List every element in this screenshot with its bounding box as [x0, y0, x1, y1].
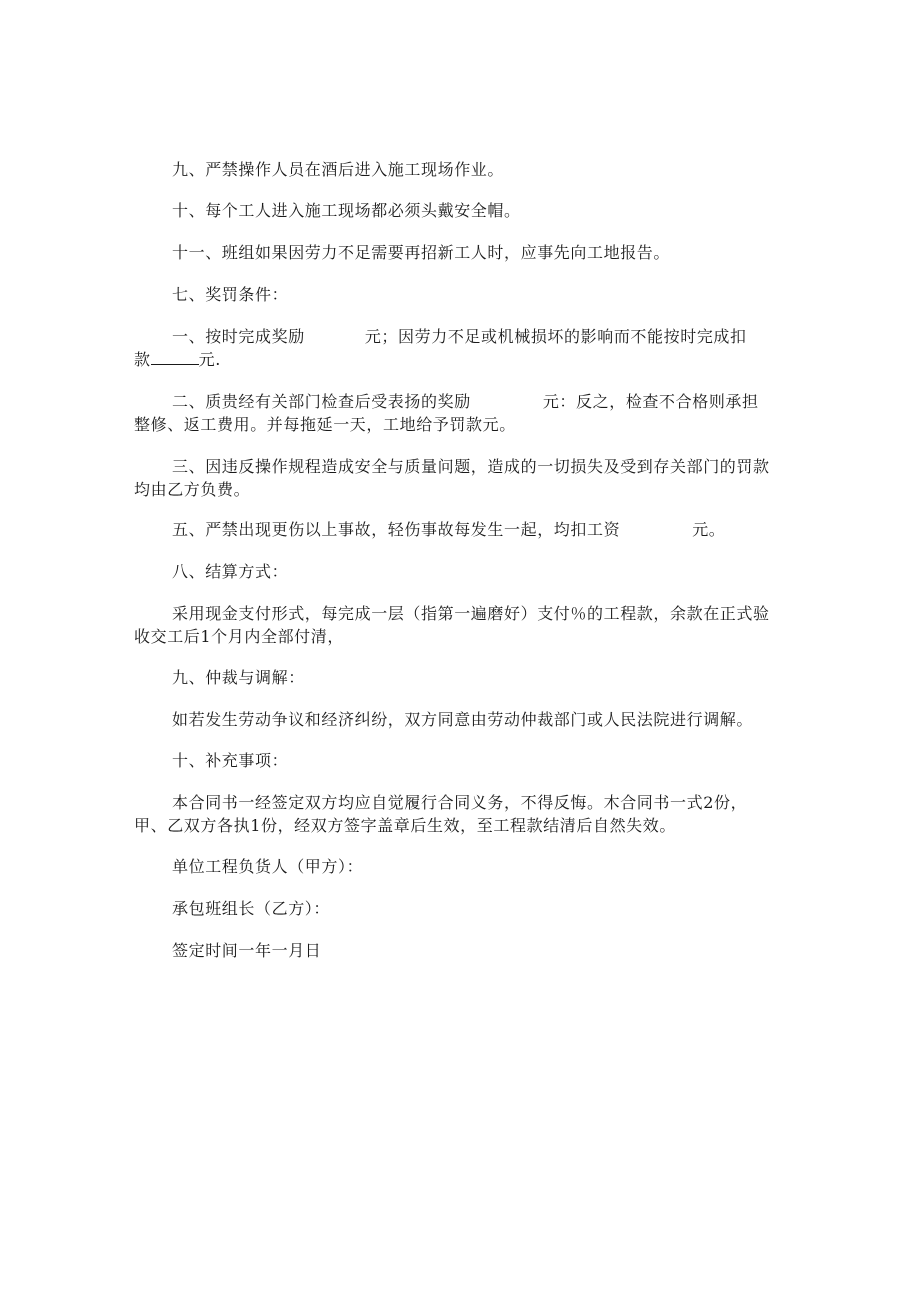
clause-text: 十、每个工人进入施工现场都必须头戴安全帽。	[172, 201, 521, 220]
clause-text: 如若发生劳动争议和经济纠纷，双方同意由劳动仲裁部门或人民法院进行调解。	[172, 710, 754, 729]
section-heading: 十、补充事项：	[172, 751, 289, 770]
settlement-line-2	[134, 627, 344, 647]
section-heading: 八、结算方式：	[172, 562, 289, 581]
supplement-line-1	[172, 793, 747, 813]
clause-text: 五、严禁出现更伤以上事故，轻伤事故每发生一起，均扣工资	[172, 520, 621, 539]
signature-label: 单位工程负货人（甲方）：	[172, 857, 364, 876]
clause-text: 元；因劳力不足或机械损坏的影响而不能按时完成扣	[364, 327, 747, 346]
date-label: 签定时间一年一月日	[172, 941, 322, 960]
section-heading: 九、仲裁与调解：	[172, 668, 305, 687]
section-7-heading	[172, 285, 288, 305]
signing-date-line	[172, 941, 321, 961]
reward-clause-5	[172, 520, 725, 540]
blank-underline	[151, 350, 199, 365]
reward-clause-3-line-1	[172, 457, 770, 477]
clause-text: 三、因违反操作规程造成安全与质量问题，造成的一切损失及受到存关部门的罚款	[172, 457, 770, 476]
reward-clause-3-line-2	[134, 480, 250, 500]
clause-text: 整修、返工费用。并每拖延一天，工地给予罚款元。	[134, 415, 516, 434]
party-b-signature-line	[172, 899, 330, 919]
clause-11-new-workers	[172, 243, 670, 263]
clause-text: 收交工后1个月内全部付清，	[134, 627, 344, 646]
supplement-line-2	[134, 816, 676, 836]
section-8-heading	[172, 562, 288, 582]
clause-text: 元.	[198, 350, 221, 369]
clause-text: 一、按时完成奖励	[172, 327, 305, 346]
clause-text: 本合同书一经签定双方均应自觉履行合同义务，不得反悔。木合同书一式2份，	[172, 793, 748, 812]
clause-text: 元。	[692, 520, 726, 539]
clause-10-helmet	[172, 201, 521, 221]
arbitration-text	[172, 710, 753, 730]
section-9-heading	[172, 668, 305, 688]
reward-clause-1-line-2	[134, 350, 221, 370]
clause-text: 十一、班组如果因劳力不足需要再招新工人时，应事先向工地报告。	[172, 243, 671, 262]
reward-clause-2-line-1	[172, 392, 759, 412]
clause-text: 均由乙方负费。	[134, 480, 251, 499]
reward-clause-2-line-2	[134, 415, 516, 435]
section-heading: 七、奖罚条件：	[172, 285, 289, 304]
section-10-heading	[172, 751, 288, 771]
clause-text: 元：反之，检查不合格则承担	[542, 392, 759, 411]
clause-text: 采用现金支付形式，每完成一层（指第一遍磨好）支付％的工程款，余款在正式验	[172, 604, 770, 623]
party-a-signature-line	[172, 857, 363, 877]
clause-text: 甲、乙双方各执1份，经双方签字盖章后生效，至工程款结清后自然失效。	[134, 816, 676, 835]
signature-label: 承包班组长（乙方）：	[172, 899, 331, 918]
clause-text: 九、严禁操作人员在酒后进入施工现场作业。	[172, 160, 505, 179]
settlement-line-1	[172, 604, 770, 624]
clause-9-alcohol	[172, 160, 504, 180]
reward-clause-1-line-1	[172, 327, 747, 347]
clause-text: 款	[134, 350, 151, 369]
clause-text: 二、质贵经有关部门检查后受表扬的奖励	[172, 392, 471, 411]
